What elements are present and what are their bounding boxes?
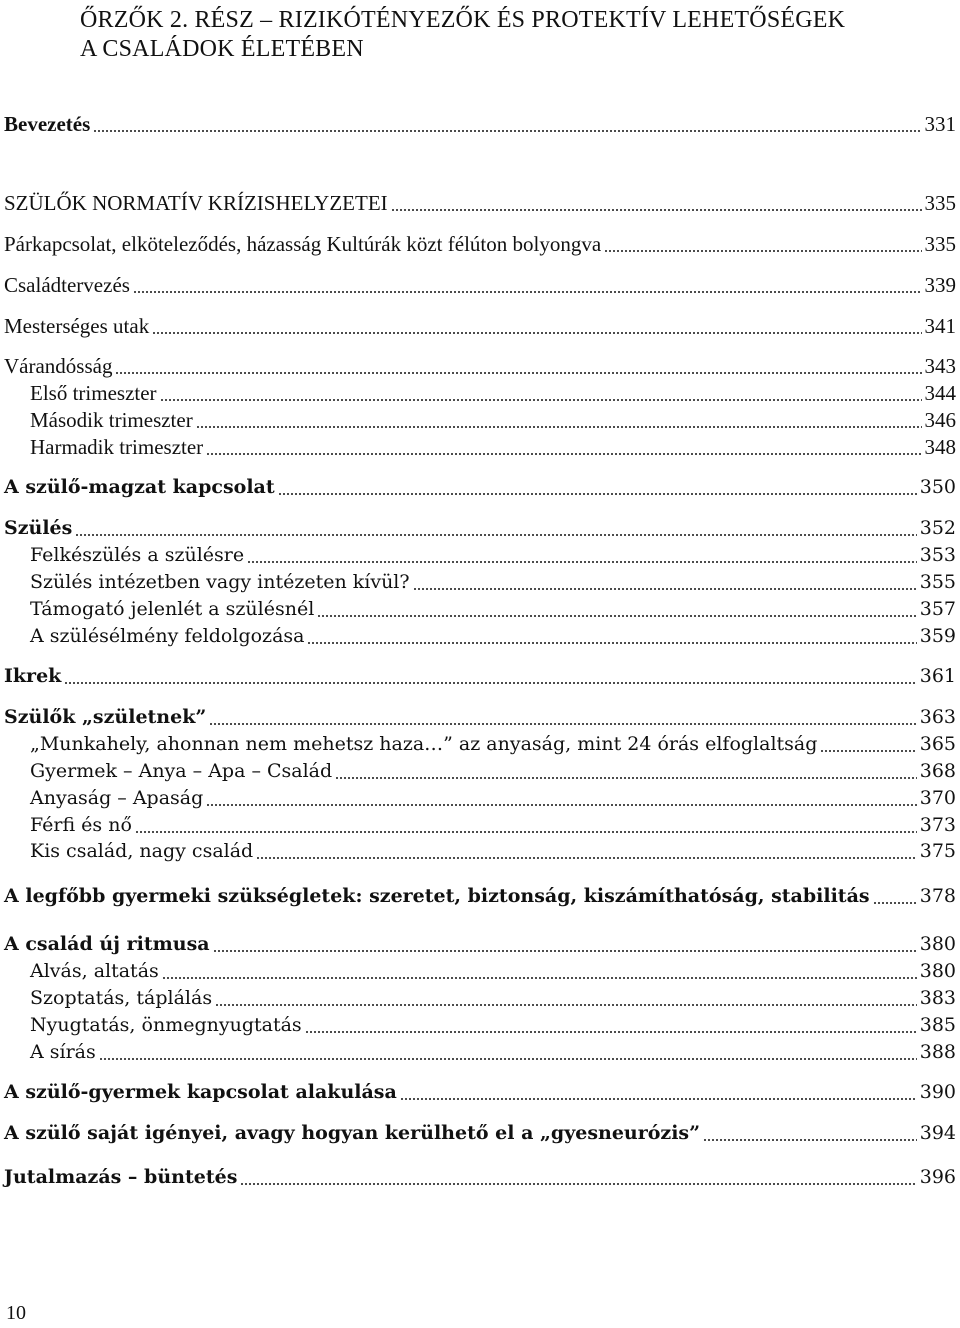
- toc-page: 373: [919, 814, 956, 836]
- dot-leader: [240, 1183, 916, 1185]
- toc-page: 380: [919, 960, 956, 982]
- dot-leader: [93, 130, 921, 132]
- dot-leader: [391, 209, 922, 211]
- page-title: [80, 6, 940, 64]
- toc-page: 335: [924, 191, 956, 215]
- toc-page: 331: [924, 112, 956, 136]
- dot-leader: [162, 977, 917, 979]
- dot-leader: [307, 642, 916, 644]
- dot-leader: [75, 534, 916, 536]
- toc-label: Első trimeszter: [30, 381, 157, 405]
- toc-entry-szulok-normativ-krizishelyzetei[interactable]: [4, 189, 956, 217]
- toc-entry-szuleselmeny[interactable]: [30, 622, 956, 650]
- toc-entry-szulok-szuletnek[interactable]: [4, 703, 956, 731]
- toc-page: 383: [919, 987, 956, 1009]
- dot-leader: [873, 902, 917, 904]
- dot-leader: [317, 615, 916, 617]
- toc-label: A szülő saját igényei, avagy hogyan kerülhető el a „gyesneurózis”: [4, 1122, 701, 1144]
- toc-entry-csaladtervezes[interactable]: [4, 271, 956, 299]
- toc-label: Szülők „születnek”: [4, 706, 207, 728]
- toc-page: 396: [919, 1166, 956, 1188]
- toc-entry-bevezetes[interactable]: [4, 110, 956, 138]
- toc-entry-mesterseges-utak[interactable]: [4, 312, 956, 340]
- toc-label: Szoptatás, táplálás: [30, 987, 213, 1009]
- toc-entry-nyugtatas[interactable]: [30, 1011, 956, 1039]
- toc-label: SZÜLŐK NORMATÍV KRÍZISHELYZETEI: [4, 191, 388, 215]
- toc-label: Kis család, nagy család: [30, 840, 254, 862]
- toc-page: 359: [919, 625, 956, 647]
- toc-page: 385: [919, 1014, 956, 1036]
- toc-page: 353: [919, 544, 956, 566]
- toc-label: Jutalmazás – büntetés: [4, 1166, 238, 1188]
- toc-page: 363: [919, 706, 956, 728]
- toc-entry-kis-csalad[interactable]: [30, 837, 956, 865]
- toc-page: 344: [924, 381, 956, 405]
- toc-entry-legfobb-szuksegletek[interactable]: [4, 882, 956, 910]
- page-number: 10: [6, 1302, 26, 1324]
- toc-page: 365: [919, 733, 956, 755]
- toc-page: 341: [924, 314, 956, 338]
- toc-label: A szülő-magzat kapcsolat: [4, 476, 275, 498]
- toc-page: 394: [919, 1122, 956, 1144]
- toc-page: 355: [919, 571, 956, 593]
- toc-label: Felkészülés a szülésre: [30, 544, 245, 566]
- dot-leader: [703, 1139, 917, 1141]
- dot-leader: [413, 588, 917, 590]
- toc-label: A család új ritmusa: [4, 933, 210, 955]
- dot-leader: [256, 857, 917, 859]
- toc-label: Várandósság: [4, 354, 113, 378]
- title-line-2: A CSALÁDOK ÉLETÉBEN: [80, 36, 364, 62]
- toc-page: 375: [919, 840, 956, 862]
- toc-label: Második trimeszter: [30, 408, 193, 432]
- dot-leader: [152, 332, 921, 334]
- dot-leader: [335, 777, 917, 779]
- dot-leader: [215, 1004, 917, 1006]
- dot-leader: [135, 831, 917, 833]
- toc-page: 361: [919, 665, 956, 687]
- toc-entry-felkeszules[interactable]: [30, 541, 956, 569]
- toc-label: Párkapcsolat, elköteleződés, házasság Kultúrák közt félúton bolyongva: [4, 232, 602, 256]
- dot-leader: [820, 750, 916, 752]
- dot-leader: [278, 493, 917, 495]
- dot-leader: [133, 291, 922, 293]
- toc-page: 380: [919, 933, 956, 955]
- dot-leader: [206, 453, 921, 455]
- toc-entry-munkahely[interactable]: [30, 730, 956, 758]
- toc-page: 350: [919, 476, 956, 498]
- toc-label: A szülésélmény feldolgozása: [30, 625, 305, 647]
- toc-label: Támogató jelenlét a szülésnél: [30, 598, 315, 620]
- toc-page: 343: [924, 354, 956, 378]
- dot-leader: [99, 1058, 917, 1060]
- toc-page: 339: [924, 273, 956, 297]
- toc-label: Harmadik trimeszter: [30, 435, 204, 459]
- toc-label: Ikrek: [4, 665, 62, 687]
- dot-leader: [206, 804, 916, 806]
- toc-label: Szülés: [4, 517, 73, 539]
- dot-leader: [64, 682, 916, 684]
- toc-entry-parkapcsolat[interactable]: [4, 230, 956, 258]
- toc-label: Férfi és nő: [30, 814, 132, 836]
- toc-entry-tamogato-jelenlet[interactable]: [30, 595, 956, 623]
- toc-entry-elso-trimeszter[interactable]: [30, 379, 956, 407]
- dot-leader: [160, 399, 922, 401]
- toc-page: 378: [919, 885, 956, 907]
- toc-entry-szulo-gyermek-kapcsolat[interactable]: [4, 1078, 956, 1106]
- toc-entry-varandossag[interactable]: [4, 352, 956, 380]
- dot-leader: [115, 372, 921, 374]
- toc-entry-anyasag-apasag[interactable]: [30, 784, 956, 812]
- toc-entry-szoptatas[interactable]: [30, 984, 956, 1012]
- toc-entry-gyermek-anya-apa[interactable]: [30, 757, 956, 785]
- toc-label: Gyermek – Anya – Apa – Család: [30, 760, 333, 782]
- title-line-1: ŐRZŐK 2. RÉSZ – RIZIKÓTÉNYEZŐK ÉS PROTEKTÍV LEHETŐSÉGEK: [80, 7, 846, 33]
- toc-entry-ferfi-es-no[interactable]: [30, 811, 956, 839]
- toc-page: 357: [919, 598, 956, 620]
- dot-leader: [209, 723, 916, 725]
- toc-label: Családtervezés: [4, 273, 130, 297]
- toc-entry-szules-intezetben[interactable]: [30, 568, 956, 596]
- toc-entry-jutalmazas-buntetes[interactable]: [4, 1163, 956, 1191]
- toc-page: 335: [924, 232, 956, 256]
- dot-leader: [604, 250, 921, 252]
- toc-entry-szulo-magzat-kapcsolat[interactable]: [4, 473, 956, 501]
- toc-entry-csalad-uj-ritmusa[interactable]: [4, 930, 956, 958]
- toc-page: 370: [919, 787, 956, 809]
- dot-leader: [213, 950, 917, 952]
- toc-page: 348: [924, 435, 956, 459]
- toc-entry-a-siras[interactable]: [30, 1038, 956, 1066]
- toc-label: A legfőbb gyermeki szükségletek: szeretet, biztonság, kiszámíthatóság, stabilitás: [4, 885, 870, 907]
- toc-entry-masodik-trimeszter[interactable]: [30, 406, 956, 434]
- dot-leader: [305, 1031, 917, 1033]
- dot-leader: [400, 1098, 917, 1100]
- dot-leader: [196, 426, 922, 428]
- toc-label: A sírás: [30, 1041, 96, 1063]
- toc-label: Alvás, altatás: [30, 960, 159, 982]
- toc-entry-ikrek[interactable]: [4, 662, 956, 690]
- toc-page: 346: [924, 408, 956, 432]
- toc-label: A szülő-gyermek kapcsolat alakulása: [4, 1081, 397, 1103]
- dot-leader: [247, 561, 917, 563]
- toc-label: Nyugtatás, önmegnyugtatás: [30, 1014, 302, 1036]
- toc-page: 352: [919, 517, 956, 539]
- toc-page: 368: [919, 760, 956, 782]
- toc-label: „Munkahely, ahonnan nem mehetsz haza…” az anyaság, mint 24 órás elfoglaltság: [30, 733, 818, 755]
- toc-entry-alvas-altatas[interactable]: [30, 957, 956, 985]
- toc-page: 388: [919, 1041, 956, 1063]
- toc-label: Mesterséges utak: [4, 314, 150, 338]
- toc-label: Bevezetés: [4, 112, 91, 136]
- toc-label: Anyaság – Apaság: [30, 787, 204, 809]
- toc-entry-szules[interactable]: [4, 514, 956, 542]
- toc-label: Szülés intézetben vagy intézeten kívül?: [30, 571, 410, 593]
- toc-entry-szulo-sajat-igenyei[interactable]: [4, 1119, 956, 1147]
- toc-entry-harmadik-trimeszter[interactable]: [30, 433, 956, 461]
- toc-page: 390: [919, 1081, 956, 1103]
